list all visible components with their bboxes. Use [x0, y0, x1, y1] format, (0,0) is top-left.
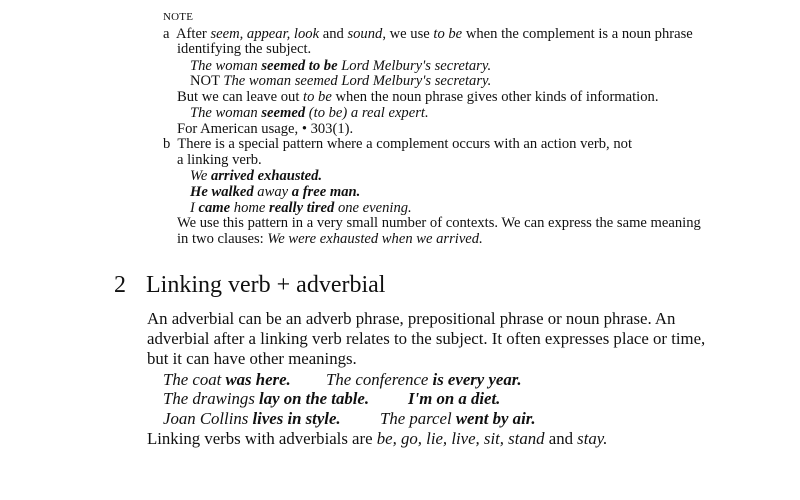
example-coat: The coat was here.	[163, 370, 291, 389]
section-paragraph-line-3: but it can have other meanings.	[147, 349, 357, 368]
note-a-line-4: For American usage, • 303(1).	[177, 121, 354, 137]
note-a-example-2: NOT The woman seemed Lord Melbury's secretary.	[190, 73, 492, 89]
note-a-line-2: identifying the subject.	[177, 41, 312, 57]
example-parcel: The parcel went by air.	[380, 409, 536, 428]
section-final-line: Linking verbs with adverbials are be, go, lie, live, sit, stand and stay.	[147, 429, 608, 448]
section-number: 2	[114, 272, 126, 298]
note-a-marker: a	[163, 26, 170, 42]
example-drawings: The drawings lay on the table.	[163, 389, 370, 408]
note-a-example-3: The woman seemed (to be) a real expert.	[190, 105, 429, 121]
example-diet: I'm on a diet.	[408, 389, 501, 408]
section-paragraph-line-1: An adverbial can be an adverb phrase, prepositional phrase or noun phrase. An	[147, 309, 676, 328]
note-b-example-3: I came home really tired one evening.	[190, 200, 412, 216]
note-a-example-1: The woman seemed to be Lord Melbury's secretary.	[190, 58, 492, 74]
example-joan-collins: Joan Collins lives in style.	[163, 409, 341, 428]
note-label: NOTE	[163, 11, 194, 23]
note-a-line-3: But we can leave out to be when the noun phrase gives other kinds of information.	[177, 89, 659, 105]
note-b-line-3: We use this pattern in a very small number of contexts. We can express the same meaning	[177, 215, 701, 231]
note-b-example-1: We arrived exhausted.	[190, 168, 323, 184]
section-paragraph-line-2: adverbial after a linking verb relates to the subject. It often expresses place or time,	[147, 329, 706, 348]
note-b-line-1: b There is a special pattern where a complement occurs with an action verb, not	[163, 136, 633, 152]
example-conference: The conference is every year.	[326, 370, 522, 389]
note-b-marker: b	[163, 136, 171, 152]
note-a-line-1: a After seem, appear, look and sound, we use to be when the complement is a noun phrase	[163, 26, 693, 42]
note-b-example-2: He walked away a free man.	[190, 184, 361, 200]
note-b-line-4: in two clauses: We were exhausted when we arrived.	[177, 231, 483, 247]
section-title: Linking verb + adverbial	[146, 272, 386, 298]
note-b-line-2: a linking verb.	[177, 152, 262, 168]
section-heading	[114, 271, 385, 299]
